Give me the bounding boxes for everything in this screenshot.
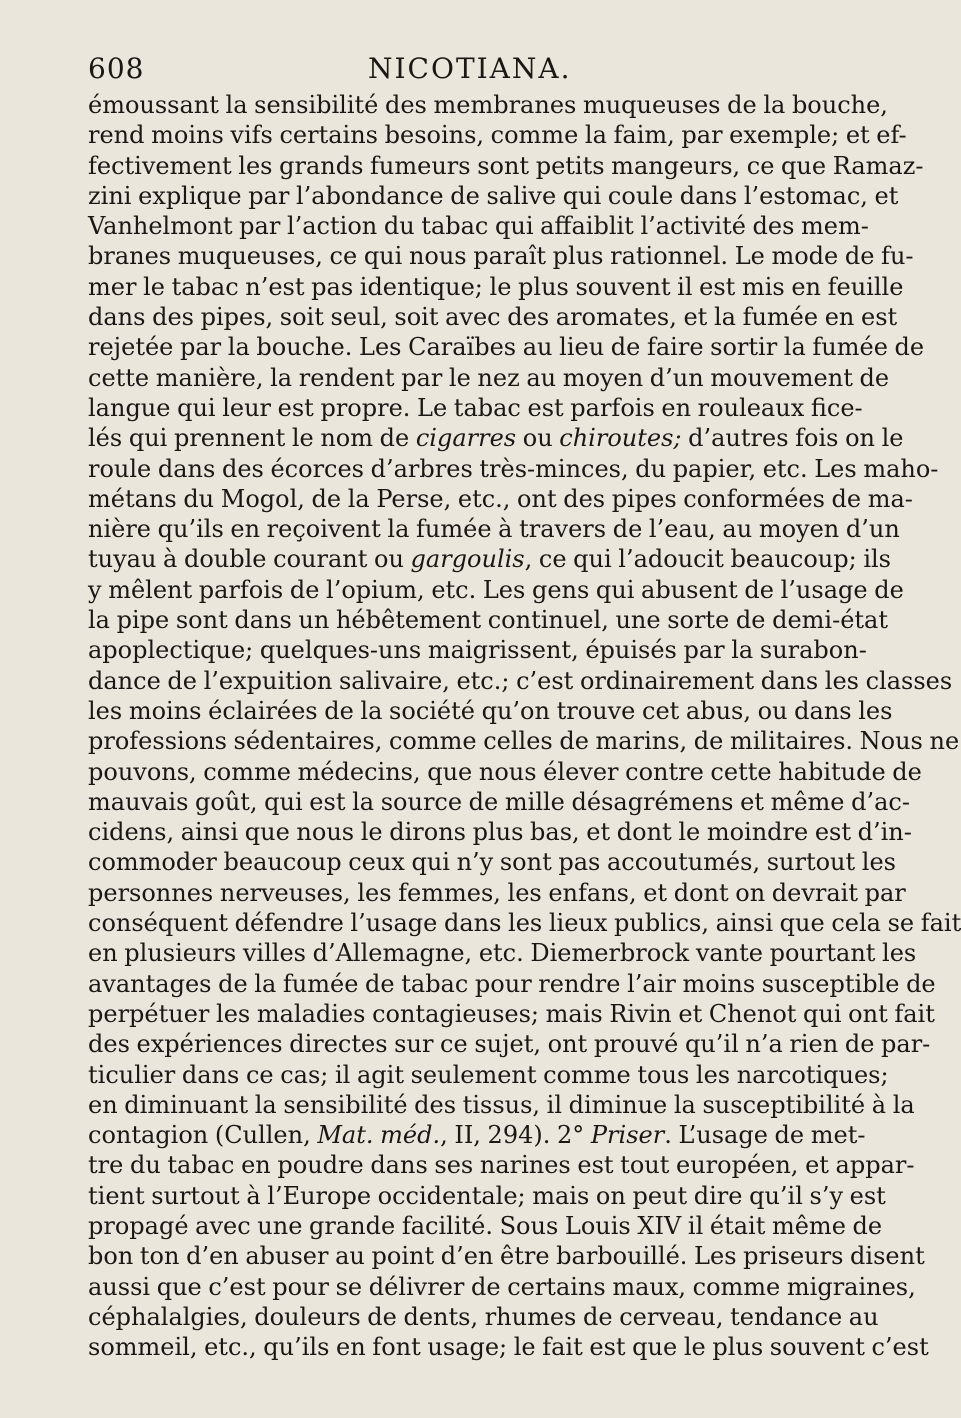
text-segment: langue qui leur est propre. Le tabac est parfois en rouleaux fice- <box>88 393 863 422</box>
text-segment: , II, 294). 2° <box>440 1121 591 1150</box>
text-line <box>88 666 953 696</box>
text-segment: cidens, ainsi que nous le dirons plus bas, et dont le moindre est d’in- <box>88 818 912 847</box>
text-segment: mer le tabac n’est pas identique; le plus souvent il est mis en feuille <box>88 272 904 301</box>
text-segment: les moins éclairées de la société qu’on trouve cet abus, ou dans les <box>88 696 893 725</box>
text-line <box>88 241 914 271</box>
text-line <box>88 726 960 756</box>
text-segment: tre du tabac en poudre dans ses narines est tout européen, et appar- <box>88 1151 915 1180</box>
text-line <box>88 575 904 605</box>
text-segment: tuyau à double courant ou <box>88 545 411 574</box>
text-segment: zini explique par l’abondance de salive qui coule dans l’estomac, et <box>88 181 899 210</box>
text-line <box>88 181 899 211</box>
text-segment: branes muqueuses, ce qui nous paraît plus rationnel. Le mode de fu- <box>88 242 914 271</box>
text-line <box>88 787 910 817</box>
text-line <box>88 514 900 544</box>
text-line <box>88 454 939 484</box>
text-segment: pouvons, comme médecins, que nous élever contre cette habitude de <box>88 757 922 786</box>
text-segment: rend moins vifs certains besoins, comme la faim, par exemple; et ef- <box>88 121 907 150</box>
text-line <box>88 1060 889 1090</box>
text-line <box>88 1241 925 1271</box>
text-segment: céphalalgies, douleurs de dents, rhumes de cerveau, tendance au <box>88 1302 879 1331</box>
text-line <box>88 1272 916 1302</box>
text-line <box>88 544 891 574</box>
text-line <box>88 272 904 302</box>
page-number: 608 <box>88 52 145 85</box>
text-line <box>88 1150 915 1180</box>
text-line <box>88 90 888 120</box>
text-line <box>88 757 922 787</box>
text-segment: cette manière, la rendent par le nez au moyen d’un mouvement de <box>88 363 890 392</box>
text-segment: en plusieurs villes d’Allemagne, etc. Diemerbrock vante pourtant les <box>88 939 917 968</box>
page-header <box>88 52 782 90</box>
text-segment: dance de l’expuition salivaire, etc.; c’est ordinairement dans les classes <box>88 666 953 695</box>
text-segment: propagé avec une grande facilité. Sous Louis XIV il était même de <box>88 1211 883 1240</box>
text-segment: métans du Mogol, de la Perse, etc., ont des pipes conformées de ma- <box>88 484 913 513</box>
text-segment: en diminuant la sensibilité des tissus, il diminue la susceptibilité à la <box>88 1090 915 1119</box>
text-line <box>88 302 898 332</box>
text-line <box>88 1120 866 1150</box>
text-line <box>88 120 907 150</box>
text-line <box>88 423 904 453</box>
text-line <box>88 1332 929 1362</box>
text-segment: . L’usage de met- <box>664 1121 866 1150</box>
text-segment: émoussant la sensibilité des membranes muqueuses de la bouche, <box>88 91 888 119</box>
text-segment: mauvais goût, qui est la source de mille désagrémens et même d’ac- <box>88 787 910 816</box>
text-line <box>88 363 890 393</box>
italic-term: chiroutes; <box>559 424 682 453</box>
text-line <box>88 938 917 968</box>
text-line <box>88 1302 879 1332</box>
text-segment: y mêlent parfois de l’opium, etc. Les gens qui abusent de l’usage de <box>88 575 904 604</box>
text-line <box>88 1090 915 1120</box>
text-segment: contagion (Cullen, <box>88 1121 318 1150</box>
text-segment: professions sédentaires, comme celles de marins, de militaires. Nous ne <box>88 727 960 756</box>
text-segment: dans des pipes, soit seul, soit avec des aromates, et la fumée en est <box>88 303 898 332</box>
text-segment: perpétuer les maladies contagieuses; mais Rivin et Chenot qui ont fait <box>88 999 935 1028</box>
italic-term: Mat. méd. <box>317 1121 441 1150</box>
text-line <box>88 878 906 908</box>
text-segment: ou <box>516 424 560 453</box>
text-segment: conséquent défendre l’usage dans les lieux publics, ainsi que cela se fait <box>88 909 961 938</box>
text-segment: personnes nerveuses, les femmes, les enfans, et dont on devrait par <box>88 878 906 907</box>
body-text <box>88 90 961 1362</box>
text-segment: fectivement les grands fumeurs sont petits mangeurs, ce que Ramaz- <box>88 151 924 180</box>
text-line <box>88 1181 886 1211</box>
text-segment: nière qu’ils en reçoivent la fumée à travers de l’eau, au moyen d’un <box>88 515 900 544</box>
text-line <box>88 969 936 999</box>
text-line <box>88 817 912 847</box>
text-segment: rejetée par la bouche. Les Caraïbes au lieu de faire sortir la fumée de <box>88 333 925 362</box>
text-segment: roule dans des écorces d’arbres très-minces, du papier, etc. Les maho- <box>88 454 939 483</box>
italic-term: gargoulis <box>410 545 525 574</box>
text-segment: bon ton d’en abuser au point d’en être barbouillé. Les priseurs disent <box>88 1242 925 1271</box>
text-line <box>88 696 893 726</box>
text-segment: commoder beaucoup ceux qui n’y sont pas accoutumés, surtout les <box>88 848 896 877</box>
running-title: NICOTIANA. <box>368 52 572 85</box>
text-segment: Vanhelmont par l’action du tabac qui affaiblit l’activité des mem- <box>88 212 869 241</box>
text-line <box>88 151 924 181</box>
text-line <box>88 999 935 1029</box>
text-segment: ticulier dans ce cas; il agit seulement comme tous les narcotiques; <box>88 1060 889 1089</box>
text-line <box>88 1029 931 1059</box>
text-segment: apoplectique; quelques-uns maigrissent, épuisés par la surabon- <box>88 636 867 665</box>
text-segment: aussi que c’est pour se délivrer de certains maux, comme migraines, <box>88 1272 916 1301</box>
text-segment: sommeil, etc., qu’ils en font usage; le fait est que le plus souvent c’est <box>88 1333 929 1362</box>
italic-term: Priser <box>590 1121 665 1150</box>
text-line <box>88 908 961 938</box>
text-line <box>88 484 913 514</box>
text-line <box>88 605 889 635</box>
text-line <box>88 635 867 665</box>
text-line <box>88 211 869 241</box>
text-line <box>88 1211 883 1241</box>
text-segment: d’autres fois on le <box>681 424 904 453</box>
text-segment: , ce qui l’adoucit beaucoup; ils <box>524 545 891 574</box>
text-line <box>88 847 896 877</box>
text-segment: la pipe sont dans un hébêtement continuel, une sorte de demi-état <box>88 606 889 635</box>
text-segment: lés qui prennent le nom de <box>88 424 416 453</box>
text-segment: des expériences directes sur ce sujet, ont prouvé qu’il n’a rien de par- <box>88 1030 931 1059</box>
text-segment: avantages de la fumée de tabac pour rendre l’air moins susceptible de <box>88 969 936 998</box>
italic-term: cigarres <box>415 424 517 453</box>
text-line <box>88 332 925 362</box>
text-line <box>88 393 863 423</box>
text-segment: tient surtout à l’Europe occidentale; mais on peut dire qu’il s’y est <box>88 1181 886 1210</box>
